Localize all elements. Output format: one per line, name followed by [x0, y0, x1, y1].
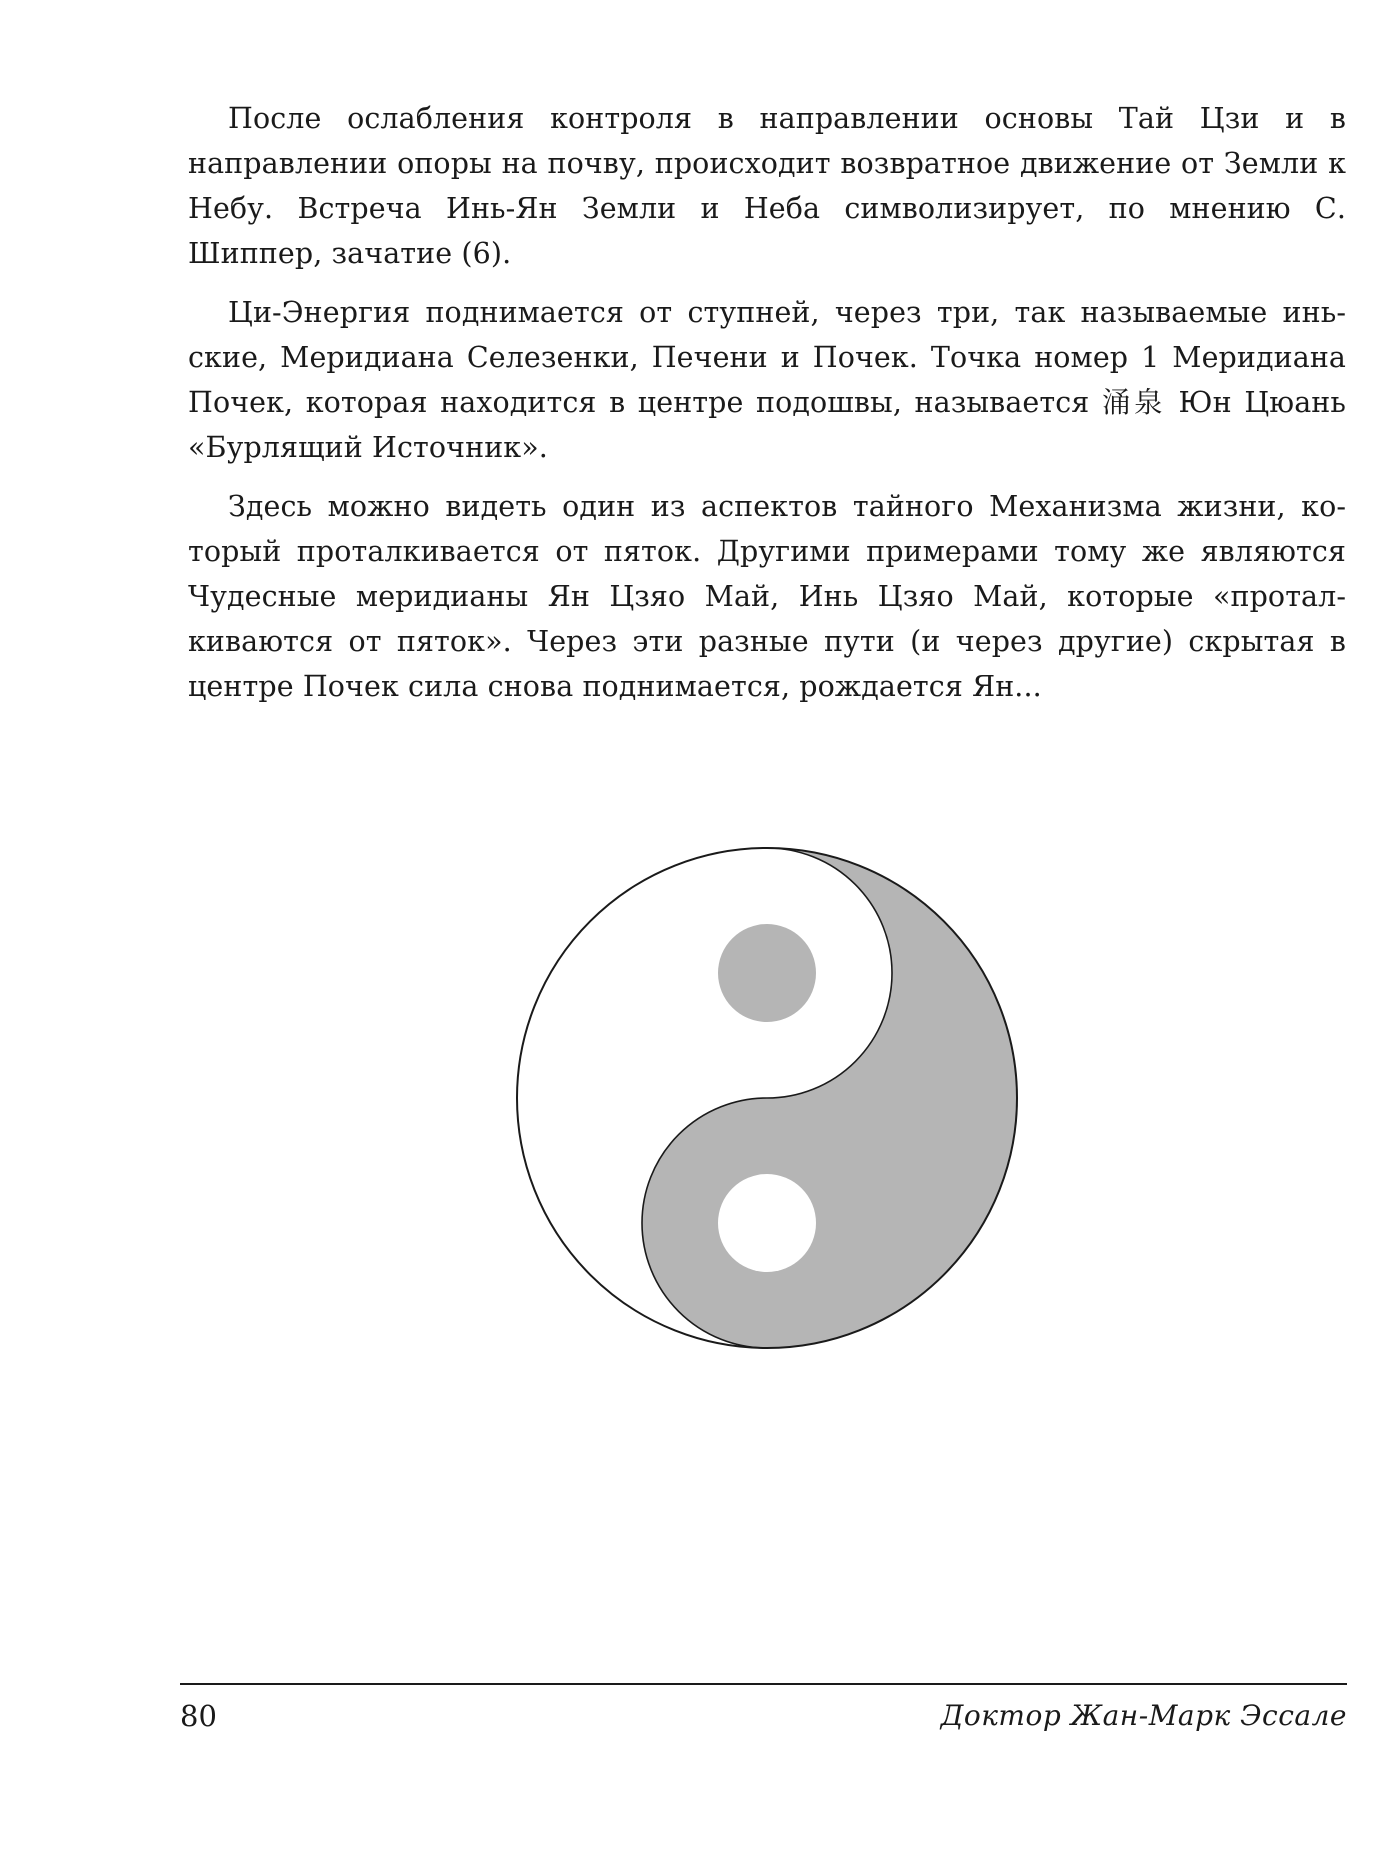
footer-rule: [180, 1683, 1347, 1685]
yin-yang-figure: [514, 845, 1020, 1351]
yin-yang-light-dot: [718, 1174, 816, 1272]
body-text: [188, 96, 1346, 723]
running-footer-author: Доктор Жан-Марк Эссале: [940, 1699, 1347, 1732]
paragraph: Здесь можно видеть один из аспектов тайного Механизма жизни, который проталкивается от пяток. Другими примерами тому же являются Чудесные меридианы Ян Цзяо Май, Инь Цзяо Май, которые «проталкиваются от пяток». Через эти разные пути (и через другие) скрытая в центре Почек сила снова поднимается, рождается Ян...: [188, 490, 1346, 703]
page-number: 80: [180, 1699, 217, 1733]
yin-yang-icon: [514, 845, 1020, 1351]
yin-yang-dark-dot: [718, 924, 816, 1022]
paragraph: После ослабления контроля в направлении основы Тай Цзи и в направлении опоры на почву, происходит возвратное движение от Земли к Небу. Встреча Инь-Ян Земли и Неба символизирует, по мнению С. Шиппер, зачатие (6).: [188, 102, 1346, 270]
paragraph: Ци-Энергия поднимается от ступней, через три, так называемые иньские, Меридиана Селезенки, Печени и Почек. Точка номер 1 Меридиана Почек, которая находится в центре подошвы, называется 涌泉 Юн Цюань «Бурлящий Источник».: [188, 296, 1346, 464]
